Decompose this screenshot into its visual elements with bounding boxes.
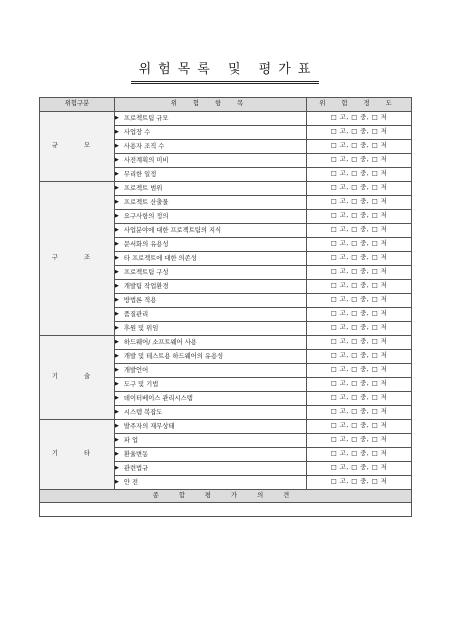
bullet-arrow-icon: ▶ [115, 366, 119, 373]
bullet-arrow-icon: ▶ [115, 198, 119, 205]
risk-item-cell [115, 349, 307, 363]
risk-item-cell [115, 335, 307, 349]
bullet-arrow-icon: ▶ [115, 464, 119, 471]
bullet-arrow-icon: ▶ [115, 226, 119, 233]
risk-table [39, 97, 412, 517]
summary-label: 종 합 평 가 의 견 [40, 489, 412, 503]
risk-item-cell [115, 363, 307, 377]
risk-item-label: 타 프로젝트에 대한 의존성 [123, 254, 197, 262]
bullet-arrow-icon: ▶ [115, 478, 119, 485]
bullet-arrow-icon: ▶ [115, 394, 119, 401]
risk-item-cell [115, 419, 307, 433]
bullet-arrow-icon: ▶ [115, 268, 119, 275]
risk-item-cell [115, 279, 307, 293]
summary-body-row [40, 503, 412, 517]
risk-item-cell [115, 251, 307, 265]
risk-rating-checkboxes[interactable]: □ 고, □ 중, □ 저 [307, 307, 412, 321]
risk-rating-checkboxes[interactable]: □ 고, □ 중, □ 저 [307, 125, 412, 139]
risk-item-cell [115, 447, 307, 461]
risk-item-label: 데이터베이스 관리시스템 [123, 394, 193, 402]
risk-item-label: 무리한 일정 [123, 170, 157, 178]
risk-rating-checkboxes[interactable]: □ 고, □ 중, □ 저 [307, 139, 412, 153]
risk-rating-checkboxes[interactable]: □ 고, □ 중, □ 저 [307, 293, 412, 307]
risk-item-cell [115, 461, 307, 475]
risk-item-label: 도구 및 기법 [123, 380, 159, 388]
risk-rating-checkboxes[interactable]: □ 고, □ 중, □ 저 [307, 111, 412, 125]
risk-item-cell [115, 209, 307, 223]
risk-item-label: 방법론 적용 [123, 296, 157, 304]
risk-item-label: 안 전 [123, 478, 139, 486]
bullet-arrow-icon: ▶ [115, 380, 119, 387]
risk-item-label: 환율변동 [123, 450, 149, 458]
bullet-arrow-icon: ▶ [115, 338, 119, 345]
table-row [40, 419, 412, 433]
bullet-arrow-icon: ▶ [115, 184, 119, 191]
risk-rating-checkboxes[interactable]: □ 고, □ 중, □ 저 [307, 209, 412, 223]
bullet-arrow-icon: ▶ [115, 128, 119, 135]
risk-rating-checkboxes[interactable]: □ 고, □ 중, □ 저 [307, 363, 412, 377]
risk-category-cell: 구 조 [40, 181, 115, 335]
risk-item-label: 후원 및 위임 [123, 324, 159, 332]
summary-header-row [40, 489, 412, 503]
bullet-arrow-icon: ▶ [115, 352, 119, 359]
risk-item-label: 프로젝트팀 규모 [123, 114, 169, 122]
risk-rating-checkboxes[interactable]: □ 고, □ 중, □ 저 [307, 377, 412, 391]
risk-rating-checkboxes[interactable]: □ 고, □ 중, □ 저 [307, 153, 412, 167]
bullet-arrow-icon: ▶ [115, 114, 119, 121]
risk-item-cell [115, 307, 307, 321]
risk-item-label: 파 업 [123, 436, 139, 444]
bullet-arrow-icon: ▶ [115, 422, 119, 429]
risk-rating-checkboxes[interactable]: □ 고, □ 중, □ 저 [307, 461, 412, 475]
bullet-arrow-icon: ▶ [115, 408, 119, 415]
risk-item-cell [115, 195, 307, 209]
risk-rating-checkboxes[interactable]: □ 고, □ 중, □ 저 [307, 167, 412, 181]
header-rating: 위 험 정 도 [307, 98, 412, 112]
risk-category-cell: 기 술 [40, 335, 115, 419]
risk-rating-checkboxes[interactable]: □ 고, □ 중, □ 저 [307, 195, 412, 209]
risk-item-label: 발주자의 재무상태 [123, 422, 175, 430]
risk-rating-checkboxes[interactable]: □ 고, □ 중, □ 저 [307, 391, 412, 405]
table-row [40, 181, 412, 195]
risk-item-label: 개발 및 테스트용 하드웨어의 유용성 [123, 352, 224, 360]
risk-item-label: 하드웨어/ 소프트웨어 사용 [123, 338, 197, 346]
bullet-arrow-icon: ▶ [115, 436, 119, 443]
risk-item-label: 프로젝트팀 구성 [123, 268, 169, 276]
risk-item-label: 사업분야에 대한 프로젝트팀의 지식 [123, 226, 222, 234]
bullet-arrow-icon: ▶ [115, 142, 119, 149]
risk-item-cell [115, 125, 307, 139]
header-category: 위험구분 [40, 98, 115, 112]
bullet-arrow-icon: ▶ [115, 324, 119, 331]
bullet-arrow-icon: ▶ [115, 254, 119, 261]
risk-rating-checkboxes[interactable]: □ 고, □ 중, □ 저 [307, 433, 412, 447]
risk-item-cell [115, 391, 307, 405]
risk-item-cell [115, 265, 307, 279]
risk-item-cell [115, 153, 307, 167]
risk-rating-checkboxes[interactable]: □ 고, □ 중, □ 저 [307, 279, 412, 293]
risk-item-label: 사업장 수 [123, 128, 151, 136]
risk-item-label: 시스템 복잡도 [123, 408, 163, 416]
risk-rating-checkboxes[interactable]: □ 고, □ 중, □ 저 [307, 419, 412, 433]
bullet-arrow-icon: ▶ [115, 156, 119, 163]
table-header-row [40, 98, 412, 112]
risk-rating-checkboxes[interactable]: □ 고, □ 중, □ 저 [307, 223, 412, 237]
bullet-arrow-icon: ▶ [115, 282, 119, 289]
summary-opinion-field[interactable] [40, 503, 412, 517]
risk-rating-checkboxes[interactable]: □ 고, □ 중, □ 저 [307, 181, 412, 195]
risk-rating-checkboxes[interactable]: □ 고, □ 중, □ 저 [307, 405, 412, 419]
bullet-arrow-icon: ▶ [115, 310, 119, 317]
risk-category-cell: 기 타 [40, 419, 115, 489]
risk-rating-checkboxes[interactable]: □ 고, □ 중, □ 저 [307, 251, 412, 265]
risk-item-label: 요구사항의 정의 [123, 212, 169, 220]
risk-rating-checkboxes[interactable]: □ 고, □ 중, □ 저 [307, 335, 412, 349]
risk-item-cell [115, 139, 307, 153]
risk-item-cell [115, 321, 307, 335]
risk-item-cell [115, 237, 307, 251]
risk-rating-checkboxes[interactable]: □ 고, □ 중, □ 저 [307, 475, 412, 489]
table-row [40, 335, 412, 349]
risk-item-label: 관련법규 [123, 464, 149, 472]
risk-item-cell [115, 223, 307, 237]
risk-rating-checkboxes[interactable]: □ 고, □ 중, □ 저 [307, 265, 412, 279]
risk-item-cell [115, 167, 307, 181]
document-title: 위험목록 및 평가표 [131, 58, 320, 84]
risk-item-label: 개발언어 [123, 366, 149, 374]
risk-rating-checkboxes[interactable]: □ 고, □ 중, □ 저 [307, 349, 412, 363]
risk-item-label: 품질관리 [123, 310, 149, 318]
risk-item-cell [115, 181, 307, 195]
risk-item-cell [115, 475, 307, 489]
risk-item-label: 문서화의 유용성 [123, 240, 169, 248]
table-row [40, 111, 412, 125]
risk-rating-checkboxes[interactable]: □ 고, □ 중, □ 저 [307, 447, 412, 461]
risk-item-label: 사용자 조직 수 [123, 142, 165, 150]
risk-item-cell [115, 433, 307, 447]
risk-rating-checkboxes[interactable]: □ 고, □ 중, □ 저 [307, 321, 412, 335]
risk-item-cell [115, 405, 307, 419]
risk-category-cell: 규 모 [40, 111, 115, 181]
risk-item-label: 개발팀 작업환경 [123, 282, 169, 290]
risk-item-label: 사전계획의 미비 [123, 156, 169, 164]
risk-item-cell [115, 293, 307, 307]
header-item: 위 험 항 목 [115, 98, 307, 112]
bullet-arrow-icon: ▶ [115, 450, 119, 457]
risk-rating-checkboxes[interactable]: □ 고, □ 중, □ 저 [307, 237, 412, 251]
risk-item-label: 프로젝트 산출물 [123, 198, 169, 206]
bullet-arrow-icon: ▶ [115, 212, 119, 219]
risk-item-label: 프로젝트 범위 [123, 184, 163, 192]
risk-item-cell [115, 111, 307, 125]
bullet-arrow-icon: ▶ [115, 170, 119, 177]
bullet-arrow-icon: ▶ [115, 240, 119, 247]
bullet-arrow-icon: ▶ [115, 296, 119, 303]
risk-item-cell [115, 377, 307, 391]
